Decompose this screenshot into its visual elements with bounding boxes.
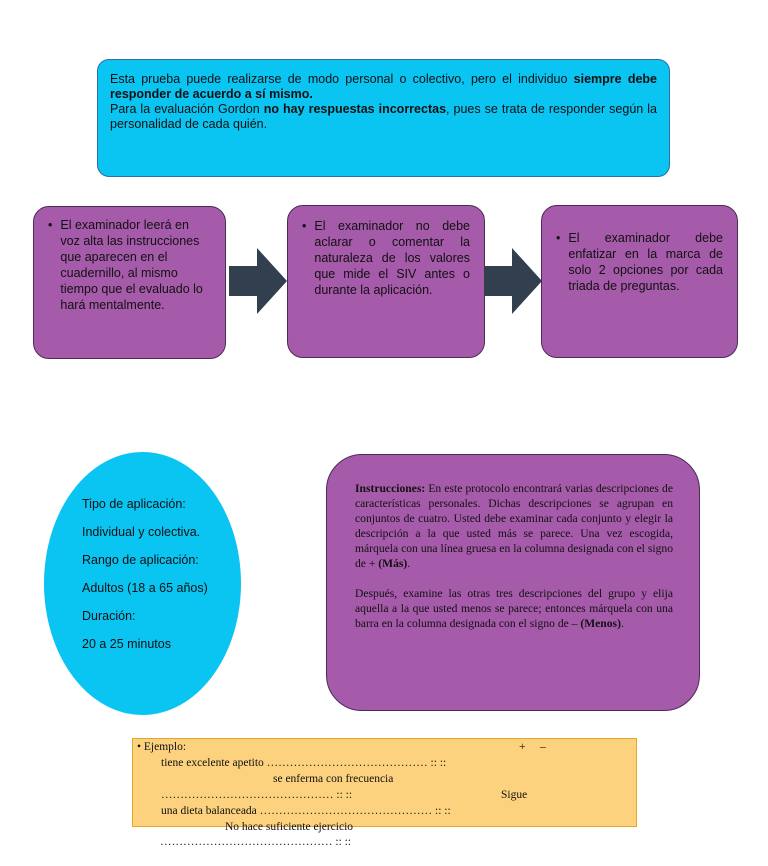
step-1-text: El examinador leerá en voz alta las instrucciones que aparecen en el cuadernillo, al mismo tiempo que el evaluado lo hará mentalmente. <box>60 218 203 312</box>
step-2-text: El examinador no debe aclarar o comentar la naturaleza de los valores que mide el SIV antes o durante la aplicación. <box>314 219 470 297</box>
example-row-3: ……………………………………… :: :: <box>161 789 353 801</box>
intro-box <box>97 59 670 177</box>
example-sigue: Sigue <box>501 789 528 801</box>
instructions-end-1: . <box>407 557 411 570</box>
instructions-title: Instrucciones: <box>355 482 426 495</box>
example-row-5: No hace suficiente ejercicio <box>225 821 354 833</box>
example-row-2: se enferma con frecuencia <box>273 773 394 785</box>
plus-sign: + <box>519 741 526 753</box>
right-arrow-icon <box>484 248 542 314</box>
intro-text: Esta prueba puede realizarse de modo personal o colectivo, pero el individuo <box>110 72 574 86</box>
intro-text-2: Para la evaluación Gordon <box>110 102 264 116</box>
intro-text-3: , pues se trata de responder según la personalidad de cada quién. <box>110 102 658 131</box>
intro-paragraph-2 <box>110 102 657 132</box>
example-row-6: ……………………………………… :: :: <box>160 836 352 848</box>
example-row-4: una dieta balanceada ……………………………………… :: :: <box>161 805 451 817</box>
type-label: Tipo de aplicación: <box>82 497 186 511</box>
bullet-icon: • <box>48 218 53 232</box>
intro-bold-text: siempre debe responder de acuerdo a sí mismo. <box>110 72 657 101</box>
step-box-2 <box>287 205 485 358</box>
example-row-1: tiene excelente apetito …………………………………… :: :: <box>161 757 447 769</box>
instructions-bold-2: (Menos) <box>580 617 621 630</box>
step-2-item <box>302 218 470 298</box>
range-label: Rango de aplicación: <box>82 553 199 567</box>
instructions-paragraph-2 <box>355 586 673 631</box>
example-box <box>132 738 637 833</box>
step-box-1 <box>33 206 226 359</box>
right-arrow-icon <box>229 248 287 314</box>
instructions-bold-1: (Más) <box>378 557 408 570</box>
range-value: Adultos (18 a 65 años) <box>82 581 208 595</box>
instructions-text-2: Después, examine las otras tres descripciones del grupo y elija aquella a la que usted menos se parece; entonces márquela con una barra en la columna designada con el signo de – <box>355 587 673 630</box>
duration-value: 20 a 25 minutos <box>82 637 171 651</box>
step-3-item <box>556 230 723 294</box>
bullet-icon: • <box>302 219 307 233</box>
intro-paragraph-1 <box>110 72 657 102</box>
step-box-3 <box>541 205 738 358</box>
step-3-text: El examinador debe enfatizar en la marca de solo 2 opciones por cada triada de preguntas. <box>568 231 723 293</box>
instructions-end-2: . <box>620 617 624 630</box>
minus-sign: – <box>540 741 546 753</box>
intro-bold-text-2: no hay respuestas incorrectas <box>263 102 447 116</box>
bullet-icon: • <box>556 231 561 245</box>
duration-label: Duración: <box>82 609 136 623</box>
example-label: • Ejemplo: <box>137 741 187 753</box>
type-value: Individual y colectiva. <box>82 525 201 539</box>
step-1-item <box>48 217 211 313</box>
instructions-text-1: En este protocolo encontrará varias descripciones de características personales. Dichas descripciones se agrupan en conjuntos de cuatro. Usted debe examinar cada conjunto y elegir la descripción a la que usted más se parece. Una vez escogida, márquela con una línea gruesa en la columna designada con el signo de + <box>355 482 673 570</box>
application-info-circle <box>44 452 241 715</box>
instructions-paragraph-1 <box>355 481 673 571</box>
instructions-box <box>326 454 700 711</box>
